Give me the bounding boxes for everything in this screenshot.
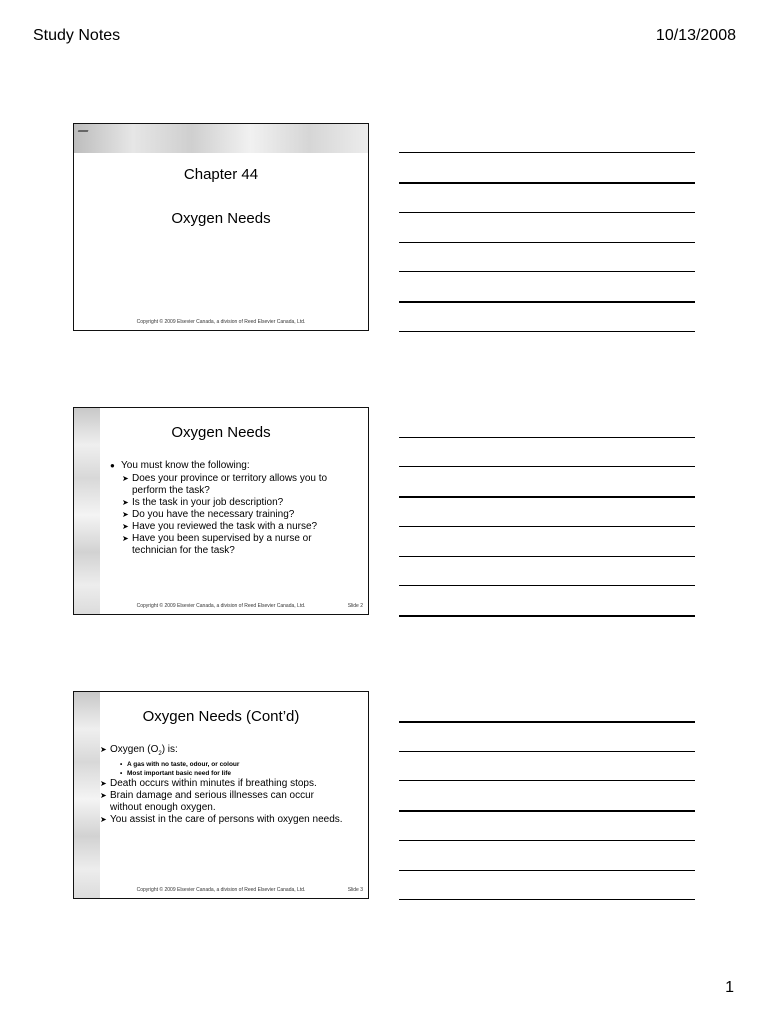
list-item: ● You must know the following: xyxy=(110,460,250,471)
slide-title: Oxygen Needs (Cont’d) xyxy=(142,708,300,725)
copyright: Copyright © 2009 Elsevier Canada, a division of Reed Elsevier Canada, Ltd. xyxy=(136,887,306,893)
chapter-label: Chapter 44 xyxy=(183,166,259,183)
note-line xyxy=(399,615,695,617)
note-line xyxy=(399,271,695,272)
slide-2 xyxy=(73,407,369,615)
slide-1 xyxy=(73,123,369,331)
list-item: ➤ Death occurs within minutes if breathing stops. xyxy=(100,778,317,789)
slide-body xyxy=(100,744,348,826)
bullet-dot-icon: ● xyxy=(110,461,115,470)
slide-3 xyxy=(73,691,369,899)
arrow-bullet-icon: ➤ xyxy=(100,815,107,824)
note-line xyxy=(399,810,695,812)
bullet-dot-icon: • xyxy=(120,770,123,777)
slide-number: Slide 2 xyxy=(347,603,363,609)
copyright: Copyright © 2009 Elsevier Canada, a division of Reed Elsevier Canada, Ltd. xyxy=(136,319,306,325)
note-line xyxy=(399,301,695,303)
note-line xyxy=(399,721,695,723)
list-item: ➤ Do you have the necessary training? xyxy=(122,509,295,520)
page-number: 1 xyxy=(725,979,734,996)
note-line xyxy=(399,751,695,752)
list-item: ➤ Have you reviewed the task with a nurse? xyxy=(122,521,318,532)
slide-body xyxy=(110,460,358,557)
arrow-bullet-icon: ➤ xyxy=(100,791,107,800)
note-line xyxy=(399,331,695,332)
slide-number: Slide 3 xyxy=(347,887,363,893)
slide-header-band xyxy=(74,124,368,153)
arrow-bullet-icon: ➤ xyxy=(122,474,129,483)
note-line xyxy=(399,242,695,243)
header-date: 10/13/2008 xyxy=(655,27,736,44)
sub-list-item: • Most important basic need for life xyxy=(120,770,232,777)
arrow-bullet-icon: ➤ xyxy=(122,498,129,507)
slide-title: Oxygen Needs xyxy=(171,210,271,227)
list-item: ➤ Have you been supervised by a nurse or technician for the task? xyxy=(122,533,312,556)
note-line xyxy=(399,182,695,184)
list-item: ➤ Does your province or territory allows you to perform the task? xyxy=(122,473,328,496)
arrow-bullet-icon: ➤ xyxy=(100,779,107,788)
list-item: ➤ Is the task in your job description? xyxy=(122,497,284,508)
arrow-bullet-icon: ➤ xyxy=(122,534,129,543)
list-item: ➤ Brain damage and serious illnesses can occur without enough oxygen. xyxy=(100,790,314,813)
note-line xyxy=(399,212,695,213)
sub-list-item: • A gas with no taste, odour, or colour xyxy=(120,761,240,768)
slide-title: Oxygen Needs xyxy=(171,424,271,441)
arrow-bullet-icon: ➤ xyxy=(122,510,129,519)
arrow-bullet-icon: ➤ xyxy=(100,745,107,754)
note-line xyxy=(399,466,695,467)
header-title: Study Notes xyxy=(33,27,121,44)
bullet-dot-icon: • xyxy=(120,761,123,768)
note-line xyxy=(399,585,695,586)
note-line xyxy=(399,840,695,841)
list-item: ➤ You assist in the care of persons with oxygen needs. xyxy=(100,814,343,825)
arrow-bullet-icon: ➤ xyxy=(122,522,129,531)
note-line xyxy=(399,152,695,153)
list-item: ➤ Oxygen $(O_2)$ is: xyxy=(100,744,348,760)
note-line xyxy=(399,496,695,498)
note-line xyxy=(399,556,695,557)
note-line xyxy=(399,780,695,781)
note-line xyxy=(399,437,695,438)
note-line xyxy=(399,870,695,871)
copyright: Copyright © 2009 Elsevier Canada, a division of Reed Elsevier Canada, Ltd. xyxy=(136,603,306,609)
note-line xyxy=(399,899,695,900)
note-line xyxy=(399,526,695,527)
